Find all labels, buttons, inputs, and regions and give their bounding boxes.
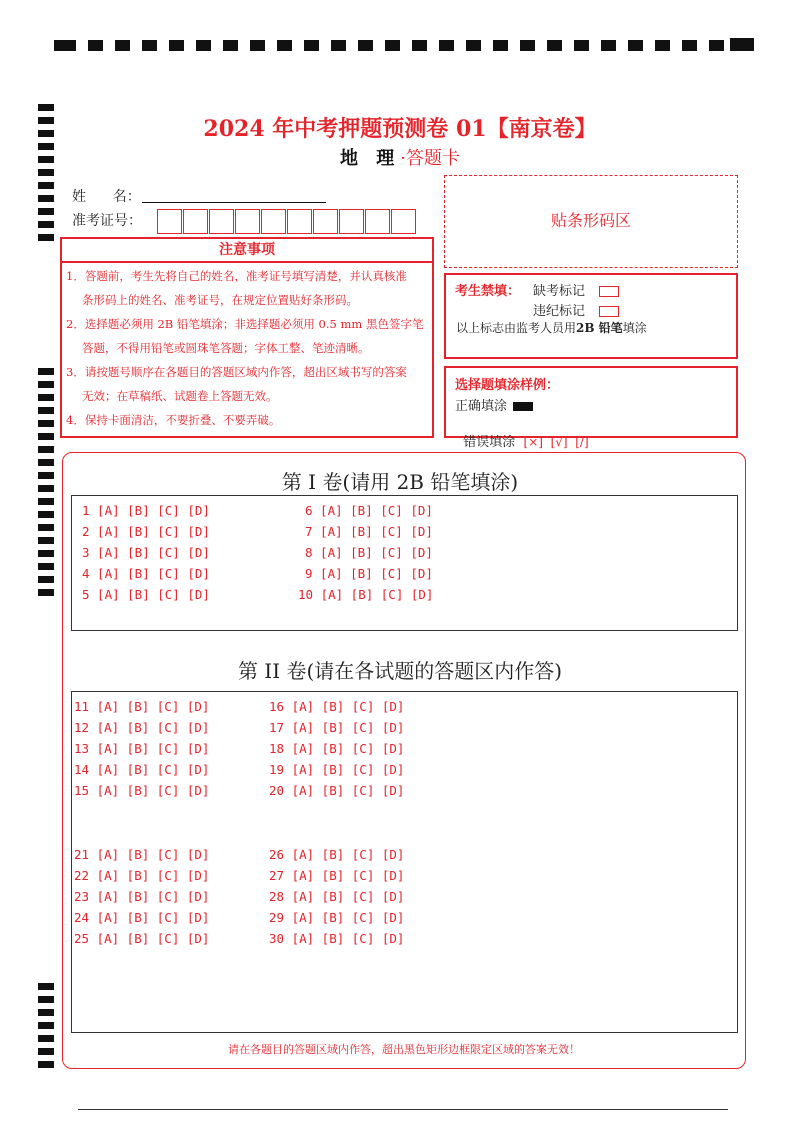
- answer-row[interactable]: 14 [A] [B] [C] [D]: [74, 762, 210, 777]
- notice-line: 3．请按题号顺序在各题目的答题区域内作答，超出区域书写的答案: [66, 365, 407, 379]
- notice-line: 无效；在草稿纸、试题卷上答题无效。: [82, 389, 278, 403]
- barcode-area: [444, 175, 738, 268]
- answer-row[interactable]: 25 [A] [B] [C] [D]: [74, 931, 210, 946]
- wrong-fill-marks: [×] [√] [/]: [523, 435, 589, 449]
- answer-row[interactable]: 17 [A] [B] [C] [D]: [269, 720, 405, 735]
- exam-id-label: 准考证号：: [72, 213, 142, 229]
- answer-row[interactable]: 24 [A] [B] [C] [D]: [74, 910, 210, 925]
- exam-id-digit-box[interactable]: [209, 209, 234, 234]
- exam-id-digit-box[interactable]: [261, 209, 286, 234]
- name-field[interactable]: [142, 202, 326, 203]
- violation-mark-row: [533, 300, 619, 319]
- answer-row[interactable]: 6 [A] [B] [C] [D]: [305, 503, 433, 518]
- exam-id-digit-box[interactable]: [365, 209, 390, 234]
- answer-row[interactable]: 9 [A] [B] [C] [D]: [305, 566, 433, 581]
- notice-title: 注意事项: [62, 239, 432, 263]
- answer-row[interactable]: 11 [A] [B] [C] [D]: [74, 699, 210, 714]
- answer-row[interactable]: 12 [A] [B] [C] [D]: [74, 720, 210, 735]
- answer-row[interactable]: 21 [A] [B] [C] [D]: [74, 847, 210, 862]
- wrong-fill-row: [455, 416, 589, 450]
- barcode-label: 贴条形码区: [550, 211, 631, 230]
- fill-sample-title: 选择题填涂样例：: [455, 378, 560, 393]
- proctor-note-suffix: 填涂: [622, 321, 647, 335]
- answer-row[interactable]: 1 [A] [B] [C] [D]: [82, 503, 210, 518]
- candidate-prohibited-title: 考生禁填：: [455, 284, 521, 299]
- answer-row[interactable]: 19 [A] [B] [C] [D]: [269, 762, 405, 777]
- violation-mark-label: 违纪标记: [533, 304, 586, 319]
- answer-row[interactable]: 26 [A] [B] [C] [D]: [269, 847, 405, 862]
- answer-card-label: ·答题卡: [400, 148, 460, 169]
- notice-line: 2．选择题必须用 2B 铅笔填涂；非选择题必须用 0.5 mm 黑色签字笔: [66, 317, 424, 331]
- notice-line: 4．保持卡面清洁，不要折叠、不要弄破。: [66, 413, 281, 427]
- footer-warning: 请在各题目的答题区域内作答，超出黑色矩形边框限定区域的答案无效！: [228, 1043, 580, 1056]
- answer-row[interactable]: 3 [A] [B] [C] [D]: [82, 545, 210, 560]
- answer-row[interactable]: 18 [A] [B] [C] [D]: [269, 741, 405, 756]
- answer-row[interactable]: 22 [A] [B] [C] [D]: [74, 868, 210, 883]
- wrong-fill-label: 错误填涂: [463, 435, 516, 450]
- absent-mark-row: [533, 280, 619, 299]
- exam-id-digit-box[interactable]: [313, 209, 338, 234]
- subject-label: 地 理: [339, 148, 401, 169]
- exam-id-digit-box[interactable]: [391, 209, 416, 234]
- exam-id-digit-box[interactable]: [287, 209, 312, 234]
- bottom-rule: [78, 1109, 728, 1110]
- proctor-note-bold: 2B 铅笔: [576, 321, 623, 335]
- answer-row[interactable]: 20 [A] [B] [C] [D]: [269, 783, 405, 798]
- answer-row[interactable]: 23 [A] [B] [C] [D]: [74, 889, 210, 904]
- answer-row[interactable]: 2 [A] [B] [C] [D]: [82, 524, 210, 539]
- answer-row[interactable]: 27 [A] [B] [C] [D]: [269, 868, 405, 883]
- correct-fill-mark: [513, 402, 533, 411]
- answer-row[interactable]: 30 [A] [B] [C] [D]: [269, 931, 405, 946]
- section1-title: 第 I 卷(请用 2B 铅笔填涂): [281, 470, 519, 494]
- violation-mark-box[interactable]: [599, 306, 619, 317]
- correct-fill-row: [455, 395, 533, 414]
- answer-row[interactable]: 10 [A] [B] [C] [D]: [298, 587, 434, 602]
- proctor-note: [456, 319, 647, 336]
- exam-id-digit-box[interactable]: [235, 209, 260, 234]
- notice-line: 答题，不得用铅笔或圆珠笔答题；字体工整、笔迹清晰。: [82, 341, 370, 355]
- answer-row[interactable]: 5 [A] [B] [C] [D]: [82, 587, 210, 602]
- exam-id-digit-box[interactable]: [157, 209, 182, 234]
- exam-id-digit-box[interactable]: [183, 209, 208, 234]
- name-label: 姓 名：: [72, 189, 141, 205]
- answer-row[interactable]: 29 [A] [B] [C] [D]: [269, 910, 405, 925]
- absent-mark-label: 缺考标记: [533, 284, 586, 299]
- notice-line: 1．答题前，考生先将自己的姓名，准考证号填写清楚，并认真核准: [66, 269, 407, 283]
- answer-row[interactable]: 7 [A] [B] [C] [D]: [305, 524, 433, 539]
- exam-id-digit-box[interactable]: [339, 209, 364, 234]
- correct-fill-label: 正确填涂: [455, 399, 508, 414]
- answer-row[interactable]: 8 [A] [B] [C] [D]: [305, 545, 433, 560]
- exam-title: 2024 年中考押题预测卷 01【南京卷】: [203, 116, 597, 142]
- section2-title: 第 II 卷(请在各试题的答题区内作答): [237, 659, 563, 683]
- answer-row[interactable]: 13 [A] [B] [C] [D]: [74, 741, 210, 756]
- notice-line: 条形码上的姓名、准考证号，在规定位置贴好条形码。: [82, 293, 358, 307]
- answer-row[interactable]: 4 [A] [B] [C] [D]: [82, 566, 210, 581]
- card-subtitle: [0, 144, 800, 170]
- answer-row[interactable]: 15 [A] [B] [C] [D]: [74, 783, 210, 798]
- absent-mark-box[interactable]: [599, 286, 619, 297]
- proctor-note-prefix: 以上标志由监考人员用: [456, 321, 577, 335]
- answer-row[interactable]: 28 [A] [B] [C] [D]: [269, 889, 405, 904]
- answer-row[interactable]: 16 [A] [B] [C] [D]: [269, 699, 405, 714]
